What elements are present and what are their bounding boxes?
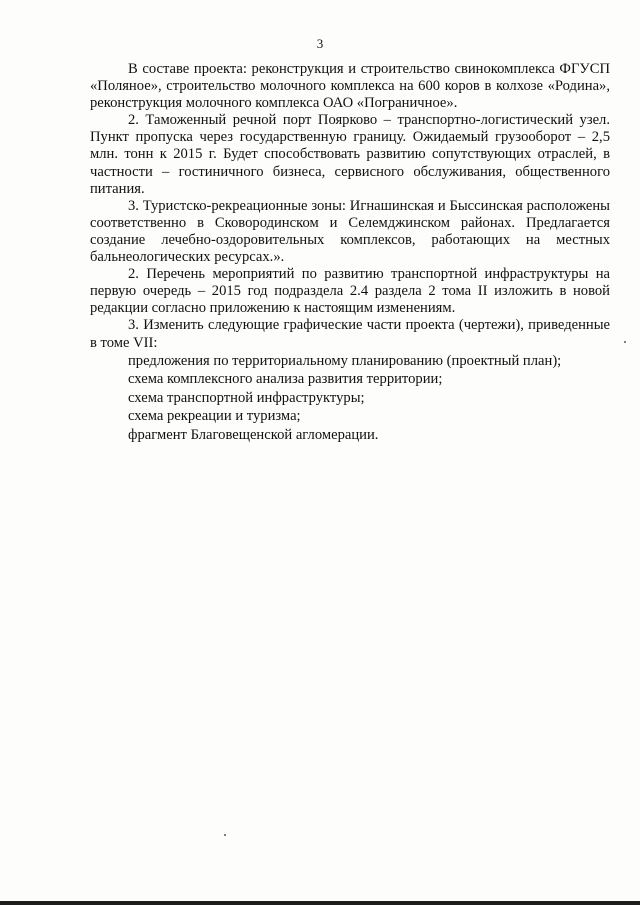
paragraph-transport-measures: 2. Перечень мероприятий по развитию транспортной инфраструктуры на первую очередь – 2015 год подраздела 2.4 раздела 2 тома II изложить в новой редакции согласно приложению к настоящим изменениям. [90,266,610,317]
document-body [90,61,610,445]
scan-bottom-edge [0,901,640,905]
list-item: схема транспортной инфраструктуры; [128,389,365,406]
list-item: предложения по территориальному планированию (проектный план); [128,352,562,369]
list-item: фрагмент Благовещенской агломерации. [128,426,379,443]
graphic-parts-list [90,352,610,445]
paragraph-project-composition: В составе проекта: реконструкция и строительство свинокомплекса ФГУСП «Поляное», строительство молочного комплекса на 600 коров в колхозе «Родина», реконструкция молочного комплекса ОАО «Пограничное». [90,61,610,112]
paragraph-customs-port: 2. Таможенный речной порт Поярково – транспортно-логистический узел. Пункт пропуска через государственную границу. Ожидаемый грузооборот – 2,5 млн. тонн к 2015 г. Будет способствовать развитию сопутствующих отраслей, в частности – гостиничного бизнеса, сервисного обслуживания, общественного питания. [90,112,610,197]
paragraph-graphic-parts: 3. Изменить следующие графические части проекта (чертежи), приведенные в томе VII: [90,317,610,351]
page-number: 3 [316,36,324,51]
scan-speck [224,834,226,836]
list-item: схема комплексного анализа развития территории; [128,371,443,388]
paragraph-recreation-zones: 3. Туристско-рекреационные зоны: Игнашинская и Быссинская расположены соответственно в Сковородинском и Селемджинском районах. Предлагается создание лечебно-оздоровительных комплексов, работающих на местных бальнеологических ресурсах.». [90,197,610,266]
list-item: схема рекреации и туризма; [128,408,301,425]
scan-speck [624,341,626,343]
